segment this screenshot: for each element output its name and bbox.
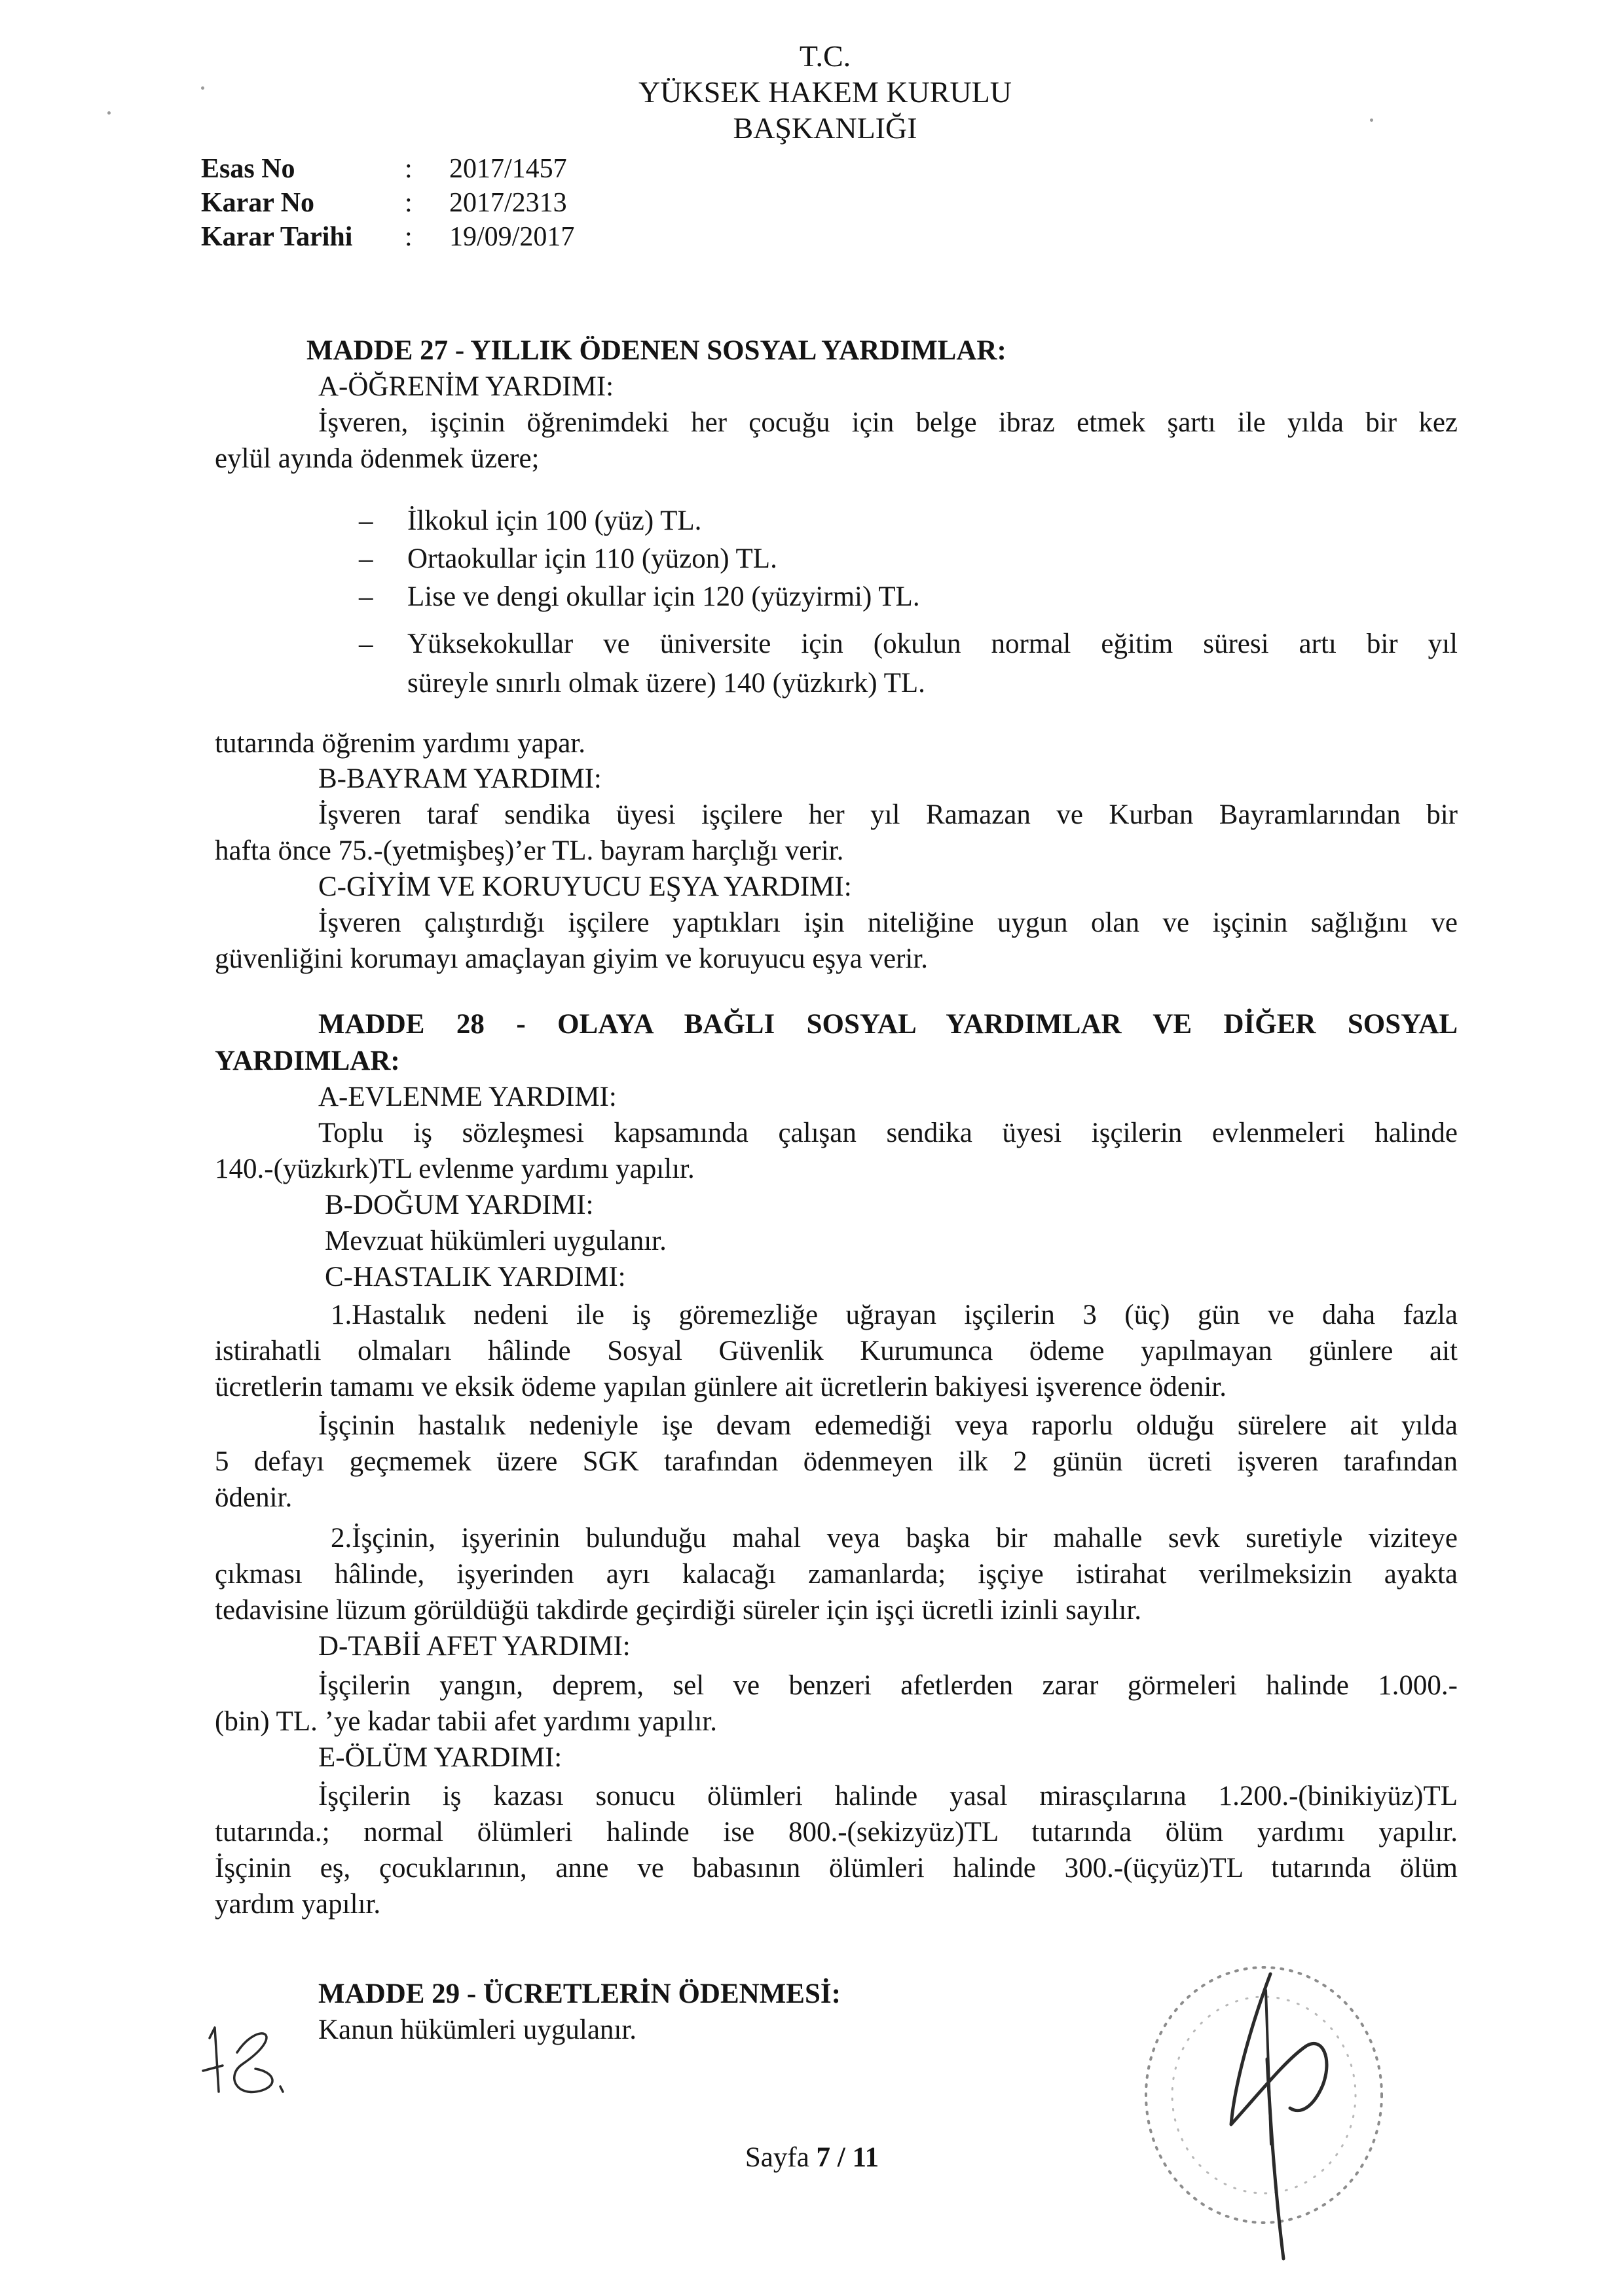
handwritten-margin-note — [196, 2013, 295, 2105]
article-28-b-heading: B-DOĞUM YARDIMI: — [325, 1190, 594, 1220]
list-dash: – — [359, 581, 373, 612]
karar-no-value: 2017/2313 — [449, 188, 567, 218]
article-27-title: MADDE 27 - YILLIK ÖDENEN SOSYAL YARDIMLAR: — [306, 335, 1006, 366]
article-27-b-paragraph-line: hafta önce 75.-(yetmişbeş)’er TL. bayram harçlığı verir. — [215, 835, 844, 866]
list-dash: – — [359, 629, 373, 659]
stamp-inner-circle — [1172, 1997, 1356, 2193]
article-28-title: MADDE 28 - OLAYA BAĞLI SOSYAL YARDIMLAR VE DİĞER SOSYAL — [318, 1009, 1458, 1040]
header-tc: T.C. — [799, 39, 851, 73]
list-dash: – — [359, 543, 373, 574]
karar-no-colon: : — [405, 188, 413, 218]
page-number-separator: / — [837, 2142, 845, 2173]
esas-no-colon: : — [405, 154, 413, 184]
list-dash: – — [359, 505, 373, 536]
scan-speck — [201, 86, 204, 90]
list-item: Yüksekokullar ve üniversite için (okulun normal eğitim süresi artı bir yıl — [407, 629, 1458, 659]
article-27-c-paragraph-line: güvenliğini korumayı amaçlayan giyim ve koruyucu eşya verir. — [215, 943, 929, 974]
article-27-a-heading: A-ÖĞRENİM YARDIMI: — [318, 371, 614, 402]
article-28-c1-paragraph-line: istirahatli olmaları hâlinde Sosyal Güvenlik Kurumunca ödeme yapılmayan günlere ait — [215, 1336, 1458, 1366]
article-27-a-paragraph-line: eylül ayında ödenmek üzere; — [215, 443, 540, 474]
karar-tarihi-colon: : — [405, 222, 413, 252]
official-stamp-and-signature — [1136, 1928, 1444, 2269]
list-item-continuation: süreyle sınırlı olmak üzere) 140 (yüzkırk) TL. — [407, 668, 925, 699]
article-28-b-paragraph-line: Mevzuat hükümleri uygulanır. — [325, 1226, 667, 1256]
page-number-prefix: Sayfa — [745, 2142, 809, 2173]
header-institution: YÜKSEK HAKEM KURULU — [638, 75, 1012, 109]
article-28-e-heading: E-ÖLÜM YARDIMI: — [318, 1742, 563, 1773]
article-28-c1b-paragraph-line: İşçinin hastalık nedeniyle işe devam edemediği veya raporlu olduğu sürelere ait yılda — [318, 1410, 1458, 1441]
article-28-c1-paragraph-line: 1.Hastalık nedeni ile iş göremezliğe uğrayan işçilerin 3 (üç) gün ve daha fazla — [331, 1300, 1458, 1330]
article-29-paragraph-line: Kanun hükümleri uygulanır. — [318, 2014, 637, 2045]
article-27-b-heading: B-BAYRAM YARDIMI: — [318, 763, 602, 794]
page-number-total: 11 — [852, 2142, 879, 2173]
article-28-d-heading: D-TABİİ AFET YARDIMI: — [318, 1631, 631, 1662]
article-27-a-closing: tutarında öğrenim yardımı yapar. — [215, 728, 585, 759]
article-28-a-paragraph-line: Toplu iş sözleşmesi kapsamında çalışan sendika üyesi işçilerin evlenmeleri halinde — [318, 1118, 1458, 1148]
article-28-d-paragraph-line: İşçilerin yangın, deprem, sel ve benzeri afetlerden zarar görmeleri halinde 1.000.- — [318, 1670, 1458, 1701]
list-item: Ortaokullar için 110 (yüzon) TL. — [407, 543, 777, 574]
article-28-c2-paragraph-line: 2.İşçinin, işyerinin bulunduğu mahal veya başka bir mahalle sevk suretiyle viziteye — [331, 1523, 1458, 1554]
article-28-a-heading: A-EVLENME YARDIMI: — [318, 1082, 617, 1112]
article-28-e-paragraph-line: İşçilerin iş kazası sonucu ölümleri halinde yasal mirasçılarına 1.200.-(binikiyüz)TL — [318, 1781, 1458, 1812]
article-29-title: MADDE 29 - ÜCRETLERİN ÖDENMESİ: — [318, 1978, 841, 2009]
list-item: Lise ve dengi okullar için 120 (yüzyirmi) TL. — [407, 581, 920, 612]
stamp-circle — [1146, 1967, 1382, 2223]
article-27-c-heading: C-GİYİM VE KORUYUCU EŞYA YARDIMI: — [318, 871, 852, 902]
karar-tarihi-label: Karar Tarihi — [201, 222, 353, 252]
karar-no-label: Karar No — [201, 188, 315, 218]
scan-speck — [1370, 118, 1373, 122]
article-28-e-paragraph-line: tutarında.; normal ölümleri halinde ise 800.-(sekizyüz)TL tutarında ölüm yardımı yapılır. — [215, 1817, 1458, 1848]
article-28-c1-paragraph-line: ücretlerin tamamı ve eksik ödeme yapılan günlere ait ücretlerin bakiyesi işverence ödenir. — [215, 1372, 1227, 1402]
article-27-b-paragraph-line: İşveren taraf sendika üyesi işçilere her yıl Ramazan ve Kurban Bayramlarından bir — [318, 799, 1458, 830]
article-28-c1b-paragraph-line: ödenir. — [215, 1482, 293, 1513]
esas-no-value: 2017/1457 — [449, 154, 567, 184]
article-28-a-paragraph-line: 140.-(yüzkırk)TL evlenme yardımı yapılır. — [215, 1154, 695, 1184]
article-28-e-paragraph-line: İşçinin eş, çocuklarının, anne ve babasının ölümleri halinde 300.-(üçyüz)TL tutarında ölüm — [215, 1853, 1458, 1884]
article-28-title-continuation: YARDIMLAR: — [215, 1046, 400, 1076]
article-28-c1b-paragraph-line: 5 defayı geçmemek üzere SGK tarafından ödenmeyen ilk 2 günün ücreti işveren tarafından — [215, 1446, 1458, 1477]
esas-no-label: Esas No — [201, 154, 295, 184]
article-28-c2-paragraph-line: çıkması hâlinde, işyerinden ayrı kalacağı zamanlarda; işçiye istirahat verilmeksizin ayakta — [215, 1559, 1458, 1590]
scan-speck — [107, 111, 111, 115]
article-28-c-heading: C-HASTALIK YARDIMI: — [325, 1262, 626, 1292]
article-27-a-paragraph-line: İşveren, işçinin öğrenimdeki her çocuğu için belge ibraz etmek şartı ile yılda bir kez — [318, 407, 1458, 438]
karar-tarihi-value: 19/09/2017 — [449, 222, 575, 252]
article-28-e-paragraph-line: yardım yapılır. — [215, 1889, 381, 1920]
article-28-d-paragraph-line: (bin) TL. ’ye kadar tabii afet yardımı yapılır. — [215, 1706, 717, 1737]
list-item: İlkokul için 100 (yüz) TL. — [407, 505, 702, 536]
header-presidency: BAŞKANLIĞI — [733, 111, 917, 145]
page-number — [655, 2140, 969, 2176]
page-number-current: 7 — [816, 2142, 831, 2173]
article-27-c-paragraph-line: İşveren çalıştırdığı işçilere yaptıkları işin niteliğine uygun olan ve işçinin sağlığını ve — [318, 907, 1458, 938]
signature-stroke — [1231, 1974, 1327, 2259]
article-28-c2-paragraph-line: tedavisine lüzum görüldüğü takdirde geçirdiği süreler için işçi ücretli izinli sayılır. — [215, 1595, 1142, 1626]
